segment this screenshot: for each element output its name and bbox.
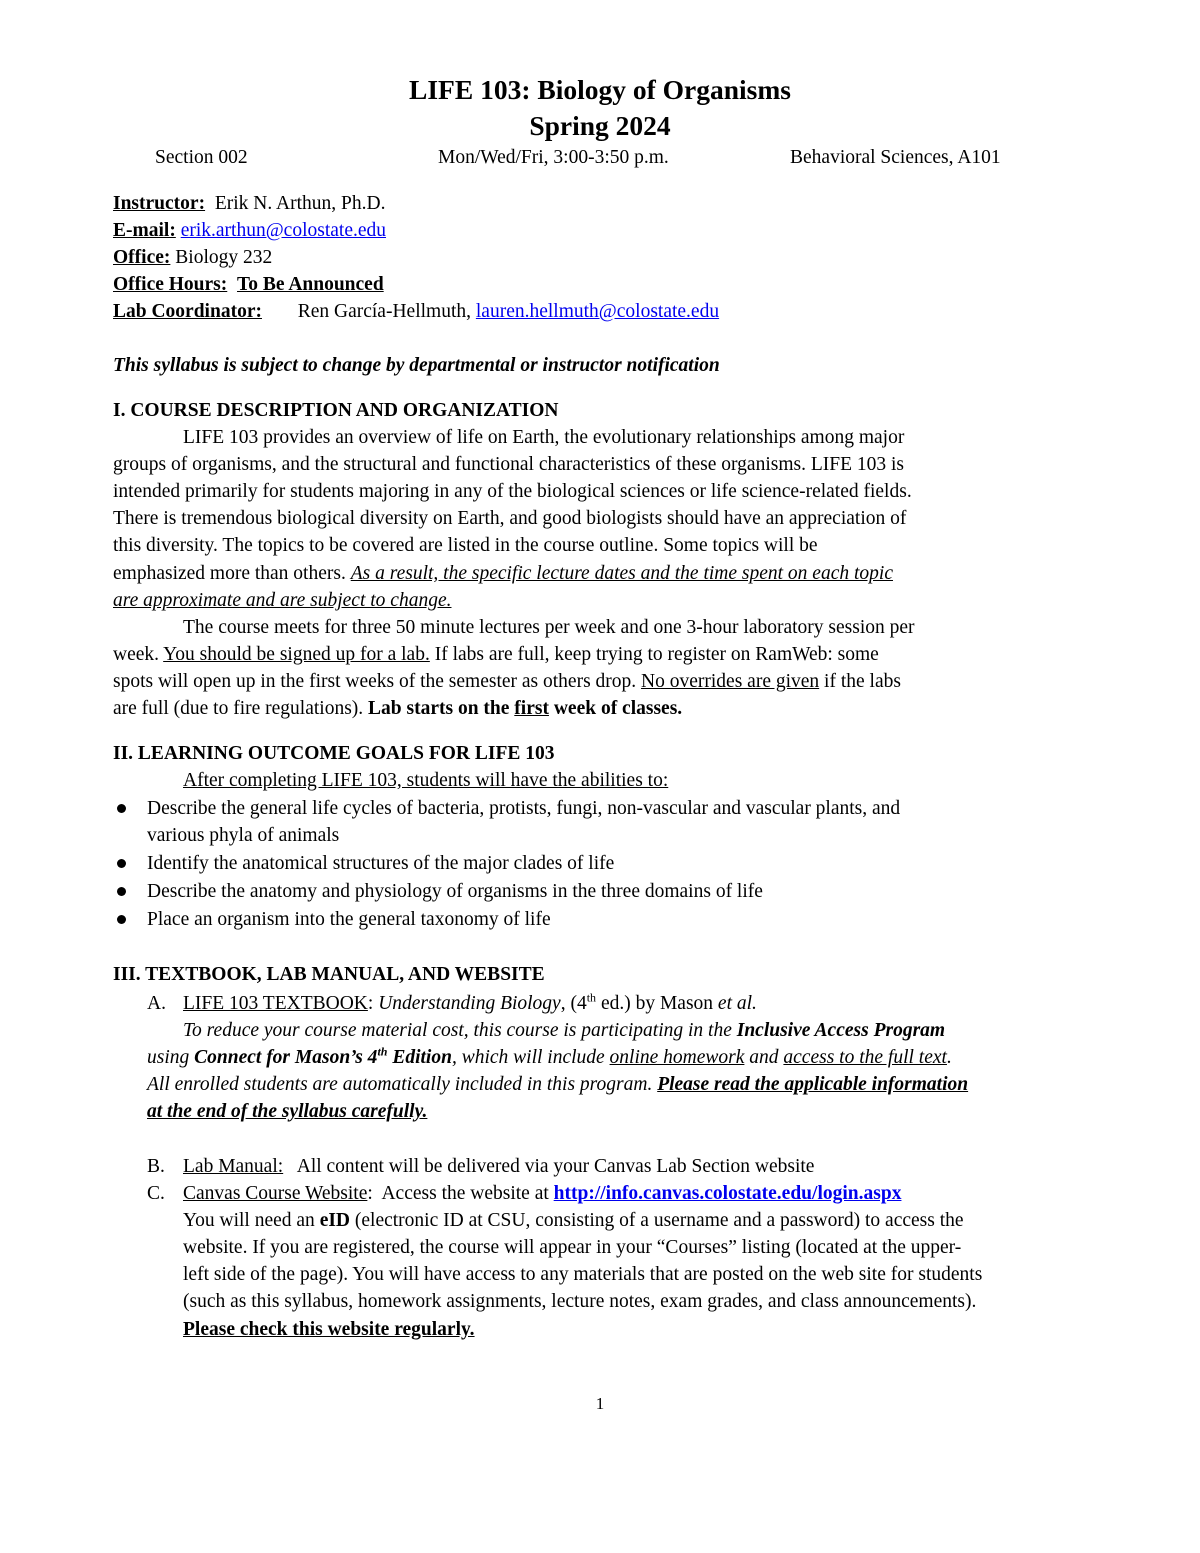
eid-term: eID [319, 1210, 351, 1231]
lab-coordinator-name: Ren García-Hellmuth, [297, 301, 471, 322]
text-span: and [744, 1047, 784, 1068]
section-1-heading: I. COURSE DESCRIPTION AND ORGANIZATION [113, 400, 559, 421]
canvas-text: left side of the page). You will have access to any materials that are posted on the web site for students [183, 1264, 983, 1285]
office-row [113, 246, 272, 270]
canvas-label: Canvas Course Website [183, 1183, 368, 1204]
text-span: All content will be delivered via your Canvas Lab Section website [283, 1156, 815, 1177]
section-1-text [113, 697, 682, 721]
outcome-item: Identify the anatomical structures of the major clades of life [147, 853, 615, 874]
course-title: LIFE 103: Biology of Organisms [409, 74, 791, 105]
item-c-label: C. [147, 1183, 165, 1204]
section-1-text [113, 643, 879, 667]
class-schedule: Mon/Wed/Fri, 3:00-3:50 p.m. [438, 147, 669, 168]
no-overrides-note: No overrides are given [641, 671, 820, 692]
section-1-text: There is tremendous biological diversity on Earth, and good biologists should have an appreciation of [113, 508, 907, 529]
lab-coordinator-label: Lab Coordinator: [113, 301, 262, 322]
inclusive-access-text [183, 1019, 945, 1043]
bullet-icon [117, 804, 126, 813]
inclusive-access-program: Inclusive Access Program [736, 1020, 946, 1041]
schedule-disclaimer: As a result, the specific lecture dates and the time spent on each topic [350, 563, 893, 584]
canvas-text [183, 1209, 964, 1233]
text-span: are full (due to fire regulations). [113, 698, 369, 719]
lab-start-note: week of classes. [548, 698, 683, 719]
outcome-item: Place an organism into the general taxonomy of life [147, 909, 551, 930]
item-b-label: B. [147, 1156, 165, 1177]
text-span: You will need an [183, 1210, 320, 1231]
page-number: 1 [595, 1394, 605, 1413]
instructor-name: Erik N. Arthun, Ph.D. [214, 193, 386, 214]
outcomes-intro: After completing LIFE 103, students will have the abilities to: [183, 770, 669, 791]
canvas-text: (such as this syllabus, homework assignments, lecture notes, exam grades, and class announcements). [183, 1291, 977, 1312]
section-1-text [113, 670, 901, 694]
canvas-text: website. If you are registered, the course will appear in your “Courses” listing (located at the upper- [183, 1237, 962, 1258]
bullet-icon [117, 859, 126, 868]
text-span: , (4 [560, 993, 587, 1014]
check-website-note: Please check this website regularly. [183, 1319, 475, 1340]
superscript: th [377, 1044, 388, 1059]
outcome-item: various phyla of animals [147, 825, 340, 846]
inclusive-access-text [147, 1046, 952, 1070]
office-hours-label: Office Hours: [113, 274, 228, 295]
text-span: To reduce your course material cost, this course is participating in the [183, 1020, 737, 1041]
lab-start-emphasis: first [514, 698, 549, 719]
instructor-label: Instructor: [113, 193, 206, 214]
section-1-text: intended primarily for students majoring in any of the biological sciences or life science-related fields. [113, 481, 912, 502]
text-span: if the labs [819, 671, 901, 692]
text-span: (electronic ID at CSU, consisting of a username and a password) to access the [350, 1210, 964, 1231]
lab-coordinator-email-link[interactable]: lauren.hellmuth@colostate.edu [475, 301, 720, 322]
course-term: Spring 2024 [529, 110, 671, 141]
text-span: using [147, 1047, 195, 1068]
outcome-item: Describe the general life cycles of bacteria, protists, fungi, non-vascular and vascular plants, and [147, 798, 901, 819]
email-row [113, 219, 386, 243]
lab-signup-note: You should be signed up for a lab. [163, 644, 430, 665]
section-1-text: The course meets for three 50 minute lectures per week and one 3-hour laboratory session per [183, 617, 915, 638]
text-span: All enrolled students are automatically included in this program. [147, 1074, 658, 1095]
outcome-item: Describe the anatomy and physiology of organisms in the three domains of life [147, 881, 763, 902]
text-span: . [946, 1047, 952, 1068]
section-1-text: LIFE 103 provides an overview of life on Earth, the evolutionary relationships among major [183, 427, 905, 448]
lab-manual-label: Lab Manual: [183, 1156, 284, 1177]
lab-coordinator-row [113, 300, 719, 324]
lab-manual-line [183, 1155, 814, 1179]
text-span: If labs are full, keep trying to register on RamWeb: some [429, 644, 879, 665]
superscript: th [586, 990, 597, 1005]
canvas-line [183, 1182, 901, 1206]
instructor-email-link[interactable]: erik.arthun@colostate.edu [180, 220, 387, 241]
text-span: spots will open up in the first weeks of the semester as others drop. [113, 671, 642, 692]
schedule-disclaimer: are approximate and are subject to change. [113, 590, 452, 611]
office-location: Biology 232 [175, 247, 273, 268]
bullet-icon [117, 915, 126, 924]
text-span: : Access the website at [367, 1183, 554, 1204]
textbook-title: Understanding Biology [378, 993, 561, 1014]
section-1-text: groups of organisms, and the structural and functional characteristics of these organisms. LIFE 103 is [113, 454, 905, 475]
connect-edition: Edition [387, 1047, 452, 1068]
text-span: et al. [717, 993, 757, 1014]
section-2-heading: II. LEARNING OUTCOME GOALS FOR LIFE 103 [113, 743, 555, 764]
section-1-text [113, 562, 893, 586]
inclusive-access-text [147, 1073, 968, 1097]
text-span: , which will include [451, 1047, 610, 1068]
syllabus-notice: This syllabus is subject to change by departmental or instructor notification [113, 355, 720, 376]
read-info-note: Please read the applicable information [657, 1074, 969, 1095]
office-label: Office: [113, 247, 171, 268]
text-span: access to the full text [783, 1047, 947, 1068]
text-span: online homework [609, 1047, 745, 1068]
text-span: week. [113, 644, 164, 665]
text-span: ed.) by Mason [596, 993, 718, 1014]
textbook-line [183, 992, 757, 1016]
office-hours-row [113, 273, 384, 297]
email-label: E-mail: [113, 220, 176, 241]
text-span: : [367, 993, 379, 1014]
connect-edition: Connect for Mason’s 4 [194, 1047, 378, 1068]
office-hours-value: To Be Announced [237, 274, 384, 295]
section-3-heading: III. TEXTBOOK, LAB MANUAL, AND WEBSITE [113, 964, 545, 985]
instructor-row [113, 192, 385, 216]
text-span: emphasized more than others. [113, 563, 351, 584]
textbook-label: LIFE 103 TEXTBOOK [183, 993, 368, 1014]
section-1-text: this diversity. The topics to be covered are listed in the course outline. Some topics will be [113, 535, 818, 556]
class-location: Behavioral Sciences, A101 [790, 147, 1001, 168]
section-number: Section 002 [155, 147, 248, 168]
bullet-icon [117, 887, 126, 896]
lab-start-note: Lab starts on the [368, 698, 515, 719]
canvas-login-link[interactable]: http://info.canvas.colostate.edu/login.aspx [553, 1183, 902, 1204]
item-a-label: A. [147, 993, 166, 1014]
read-info-note: at the end of the syllabus carefully. [147, 1101, 428, 1122]
